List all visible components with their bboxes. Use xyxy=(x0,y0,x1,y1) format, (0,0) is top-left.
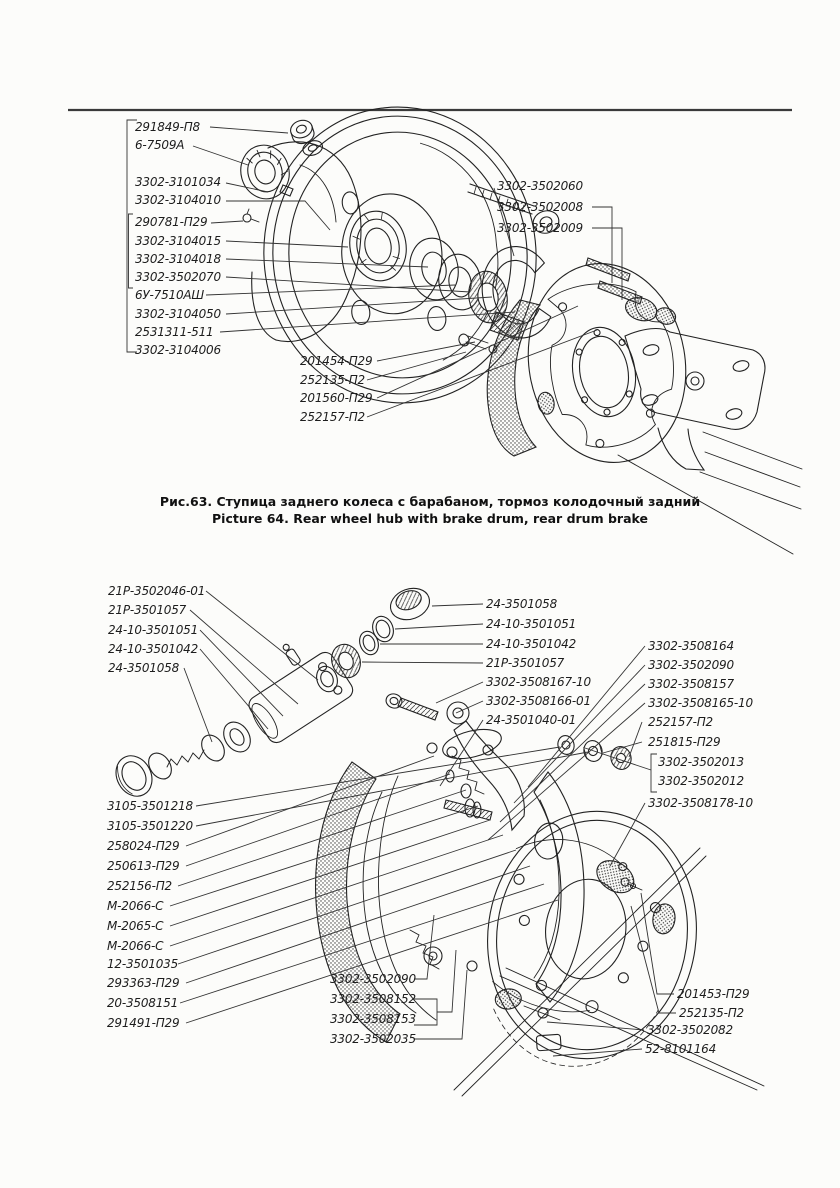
part-label: 252157-П2 xyxy=(648,715,713,729)
part-label: 252157-П2 xyxy=(300,410,365,424)
part-label: 3302-3508165-10 xyxy=(648,696,753,710)
part-label: 3302-3508152 xyxy=(330,992,416,1006)
part-label: 3302-3502090 xyxy=(648,658,734,672)
part-label: 3302-3508164 xyxy=(648,639,734,653)
part-label: 20-3508151 xyxy=(107,996,179,1010)
part-label: 3302-3104006 xyxy=(135,343,221,357)
part-label: 258024-П29 xyxy=(107,839,180,853)
fig1-drawing xyxy=(235,94,802,554)
part-label: 21Р-3501057 xyxy=(486,656,565,670)
part-label: 3302-3104050 xyxy=(135,307,221,321)
part-label: 6У-7510АШ xyxy=(135,288,205,302)
part-label: М-2066-С xyxy=(107,939,164,953)
part-label: 3302-3508153 xyxy=(330,1012,416,1026)
part-label: 24-3501040-01 xyxy=(486,713,577,727)
part-label: 3302-3502012 xyxy=(658,774,744,788)
part-label: 251815-П29 xyxy=(648,735,721,749)
part-label: 24-10-3501051 xyxy=(108,623,199,637)
part-label: 3302-3502013 xyxy=(658,755,744,769)
part-label: 252156-П2 xyxy=(107,879,172,893)
part-label: 24-10-3501042 xyxy=(108,642,199,656)
part-label: 3302-3502060 xyxy=(497,179,583,193)
part-label: 3302-3502090 xyxy=(330,972,416,986)
part-label: М-2066-С xyxy=(107,899,164,913)
part-label: 3105-3501220 xyxy=(107,819,193,833)
part-label: 3302-3508178-10 xyxy=(648,796,753,810)
figure-caption-ru: Рис.63. Ступица заднего колеса с барабаном, тормоз колодочный задний xyxy=(159,494,701,509)
fig2-leaders xyxy=(170,591,676,1056)
part-label: 291491-П29 xyxy=(107,1016,180,1030)
part-label: 3302-3508167-10 xyxy=(486,675,591,689)
part-label: 24-10-3501042 xyxy=(486,637,577,651)
part-label: 201453-П29 xyxy=(677,987,750,1001)
part-label: 3302-3104015 xyxy=(135,234,221,248)
part-label: 3302-3502070 xyxy=(135,270,221,284)
part-label: 3302-3508157 xyxy=(648,677,734,691)
part-label: 201560-П29 xyxy=(300,391,373,405)
part-label: 24-3501058 xyxy=(108,661,180,675)
part-label: 3302-3502082 xyxy=(647,1023,733,1037)
part-label: 12-3501035 xyxy=(107,957,179,971)
part-label: 52-8101164 xyxy=(645,1042,717,1056)
part-label: 3302-3104010 xyxy=(135,193,221,207)
part-label: 24-3501058 xyxy=(486,597,558,611)
part-label: 21Р-3502046-01 xyxy=(108,584,206,598)
part-label: 2531311-511 xyxy=(135,325,214,339)
part-label: М-2065-С xyxy=(107,919,164,933)
part-label: 3302-3502008 xyxy=(497,200,583,214)
fig1-leaders xyxy=(127,120,622,417)
part-label: 250613-П29 xyxy=(107,859,180,873)
part-label: 3302-3508166-01 xyxy=(486,694,591,708)
part-label: 6-7509А xyxy=(135,138,185,152)
part-label: 252135-П2 xyxy=(300,373,365,387)
part-label: 290781-П29 xyxy=(135,215,208,229)
part-label: 21Р-3501057 xyxy=(108,603,187,617)
part-label: 3302-3101034 xyxy=(135,175,221,189)
part-label: 293363-П29 xyxy=(107,976,180,990)
part-label: 3302-3104018 xyxy=(135,252,221,266)
part-label: 3105-3501218 xyxy=(107,799,193,813)
part-label: 24-10-3501051 xyxy=(486,617,577,631)
figure-caption-en: Picture 64. Rear wheel hub with brake drum, rear drum brake xyxy=(212,511,648,526)
part-label: 201454-П29 xyxy=(300,354,373,368)
part-label: 291849-П8 xyxy=(135,120,200,134)
part-label: 3302-3502035 xyxy=(330,1032,416,1046)
part-label: 3302-3502009 xyxy=(497,221,583,235)
part-label: 252135-П2 xyxy=(679,1006,744,1020)
